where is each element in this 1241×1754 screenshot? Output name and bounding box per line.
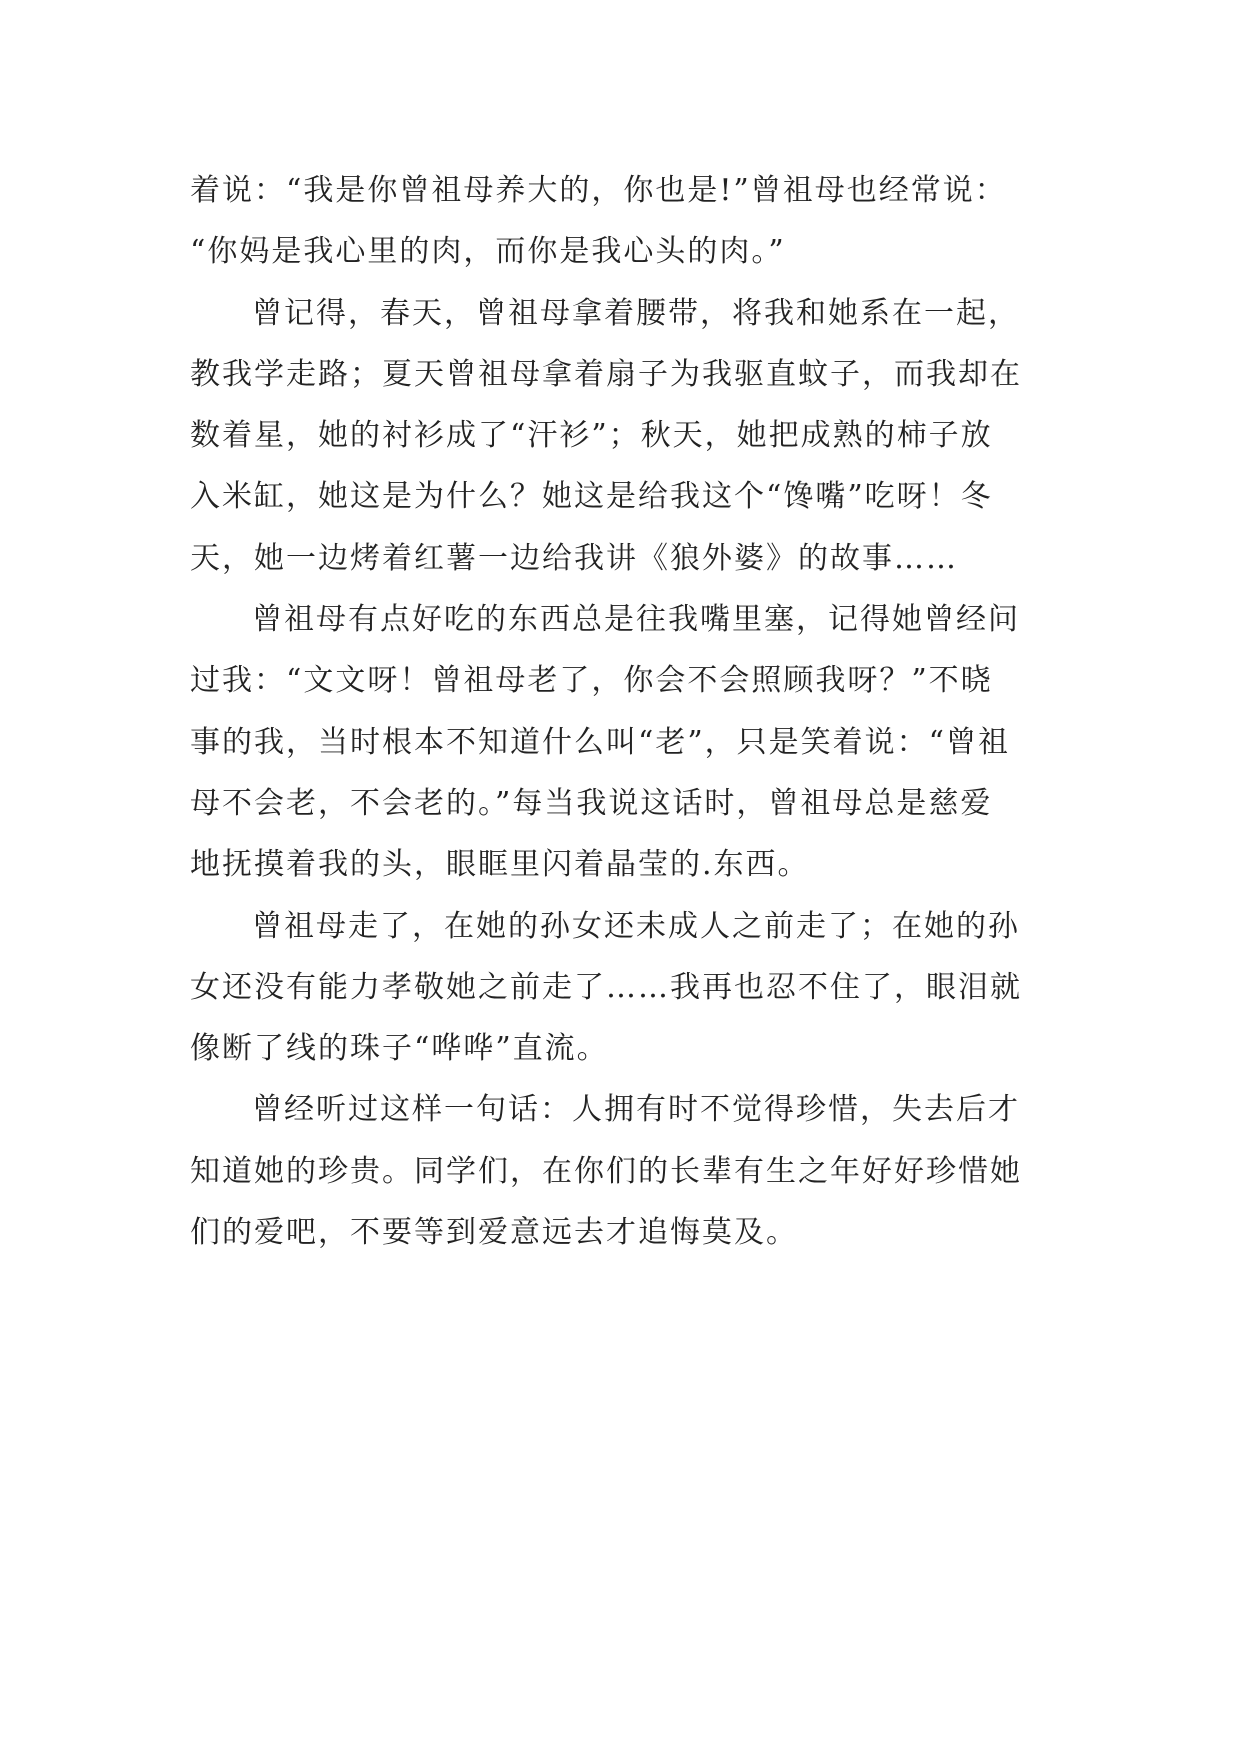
text-line-12: 地抚摸着我的头，眼眶里闪着晶莹的.东西。 — [190, 847, 810, 883]
document-body — [190, 160, 1065, 1263]
text-line-3: 曾记得，春天，曾祖母拿着腰带，将我和她系在一起， — [252, 295, 1020, 331]
text-line-8: 曾祖母有点好吃的东西总是往我嘴里塞，记得她曾经问 — [252, 602, 1020, 638]
text-line-5: 数着星，她的衬衫成了“汗衫”；秋天，她把成熟的柿子放 — [190, 418, 993, 454]
text-line-16: 曾经听过这样一句话：人拥有时不觉得珍惜，失去后才 — [252, 1092, 1020, 1128]
text-line-18: 们的爱吧，不要等到爱意远去才追悔莫及。 — [190, 1215, 798, 1251]
text-line-2: “你妈是我心里的肉，而你是我心头的肉。” — [190, 234, 786, 270]
text-line-1: 着说：“我是你曾祖母养大的，你也是!”曾祖母也经常说： — [190, 173, 1007, 208]
text-line-10: 事的我，当时根本不知道什么叫“老”，只是笑着说：“曾祖 — [190, 724, 1011, 760]
text-line-9: 过我：“文文呀！曾祖母老了，你会不会照顾我呀？”不晓 — [190, 663, 993, 699]
text-line-15: 像断了线的珠子“哗哗”直流。 — [190, 1031, 609, 1067]
text-line-13: 曾祖母走了，在她的孙女还未成人之前走了；在她的孙 — [252, 908, 1020, 944]
text-line-7: 天，她一边烤着红薯一边给我讲《狼外婆》的故事…… — [190, 540, 958, 576]
text-line-14: 女还没有能力孝敬她之前走了……我再也忍不住了，眼泪就 — [190, 969, 1022, 1005]
text-line-4: 教我学走路；夏天曾祖母拿着扇子为我驱直蚊子，而我却在 — [190, 356, 1022, 392]
text-line-11: 母不会老，不会老的。”每当我说这话时，曾祖母总是慈爱 — [190, 785, 993, 821]
text-line-6: 入米缸，她这是为什么？她这是给我这个“馋嘴”吃呀！冬 — [190, 479, 993, 515]
text-line-17: 知道她的珍贵。同学们，在你们的长辈有生之年好好珍惜她 — [190, 1153, 1022, 1189]
